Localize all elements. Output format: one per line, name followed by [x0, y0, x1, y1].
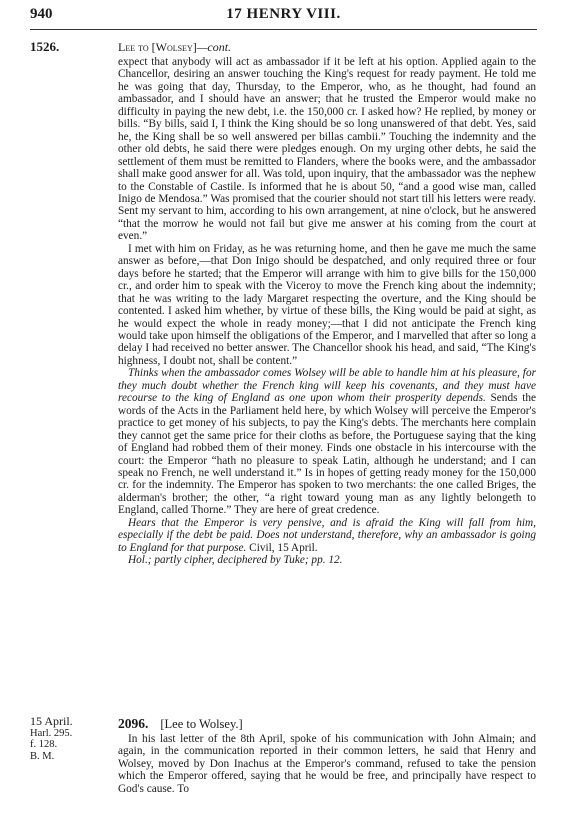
letter-heading [118, 40, 536, 55]
paragraph-4 [118, 517, 536, 554]
entry-heading [118, 716, 536, 732]
paragraph-3 [118, 367, 536, 516]
italic-summary: Thinks when the ambassador comes Wolsey will be able to handle him at his pleasure, for they much doubt whether the French king will keep his covenants, and they must have recourse to the king of England as one upon whom their prosperity depends. [118, 367, 536, 405]
paragraph-3-text: Sends the words of the Acts in the Parliament held here, by which Wolsey will perceive the Emperor's practice to get money of his subjects, to pay the King's debts. The merchants here complain they cannot get the same price for their cloths as before, the Portuguese saying that the king of England had robbed them of their money. Finds one obstacle in his intercourse with the court: the Emperor “hath no pleasure to speak Latin, although he understand; and I can speak no French, ne well understand it.” Is in hopes of getting ready money for the 150,000 cr. for the indemnity. The Emperor has spoken to two merchants: the one called Briges, the alderman's brother; the other, “a right toward young man as any lightly belongeth to England, called Thorne.” They are here of great credence. [118, 392, 536, 517]
closing-summary: Hears that the Emperor is very pensive, and is afraid the King will fall from him, especially if the debt be paid. Does not understand, therefore, why an ambassador is going to England for that purpose. [118, 516, 536, 554]
entry-ref-3: B. M. [30, 750, 55, 762]
entry-margin [30, 716, 114, 762]
entry-date: 15 April. [30, 714, 73, 728]
letter-continuation [118, 40, 536, 567]
margin-year: 1526. [30, 39, 60, 54]
page-number: 940 [30, 6, 53, 22]
entry-text: In his last letter of the 8th April, spoke of his communication with John Almain; and again, in the communication reported in their common letters, he said that Henry and Wolsey, moved by Don Inachus at the Emperor's command, refused to take the pension which the Emperor offered, saying that he would be free, and principally have respect to God's cause. To [118, 733, 536, 795]
header-rule [30, 29, 537, 30]
paragraph-1: expect that anybody will act as ambassador if it be left at his option. Applied again to the Chancellor, desiring an answer touching the King's request for ready payment. He told me he was going that day, Thursday, to the Emperor, who, as he thought, had found an ambassador, and I should have an answer; that he trusted the Emperor would make no difficulty in paying the new debt, i.e. the 150,000 cr. I asked how? He replied, by money or bills. “By bills, said I, I think the King should be so long unanswered of that debt. Yes, said he, the King shall be so well answered per billas cambii.” Touching the indemnity and the other old debts, he said there were pledges enough. On my urging other debts, he said the settlement of them must be remitted to Flanders, where the books were, and the ambassador shall make good answer for all. Was told, upon inquiry, that the ambassador was the nephew to the Constable of Castile. Is informed that he is about 50, “and a good wise man, called Inigo de Mendosa.” Was promised that the courier should not start till his letters were ready. Sent my servant to him, according to his own arrangement, at nine o'clock, but he answered “that the morrow he would not fail but give me answer at his coming from the court at even.” [118, 56, 536, 243]
letter-heading-name: Lee to [Wolsey] [118, 40, 197, 54]
running-title: 17 HENRY VIII. [226, 6, 341, 22]
paragraph-2: I met with him on Friday, as he was returning home, and then he gave me much the same answer as before,—that Don Inigo should be despatched, and only required three or four days before he started; that the Emperor will arrange with him to give bills for the 150,000 cr., and order him to speak with the Viceroy to move the French king about the indemnity; that he was writing to the lady Margaret respecting the overture, and the King should be contented. I asked him whether, by virtue of these bills, the King would be paid at sight, as he would expect the whole in ready money;—that I did not anticipate the French king would take upon himself the obligations of the Emperor, and I marvelled that after so long a delay I had received no better answer. The Chancellor shook his head, and said, “The King's highness, I doubt not, shall be content.” [118, 242, 536, 367]
entry-title: [Lee to Wolsey.] [160, 717, 243, 731]
entry-ref-2: f. 128. [30, 739, 58, 750]
endnote-hol: Hol. [128, 554, 148, 567]
closing-date: Civil, 15 April. [246, 541, 318, 554]
endnote-detail: ; partly cipher, deciphered by Tuke; pp. 12. [147, 554, 343, 567]
letter-heading-suffix: —cont. [196, 40, 232, 54]
running-head [30, 6, 537, 28]
entry-number: 2096. [118, 716, 149, 731]
entry-ref-1: Harl. 295. [30, 727, 73, 739]
entry-2096 [118, 716, 536, 795]
endnote [118, 554, 536, 566]
